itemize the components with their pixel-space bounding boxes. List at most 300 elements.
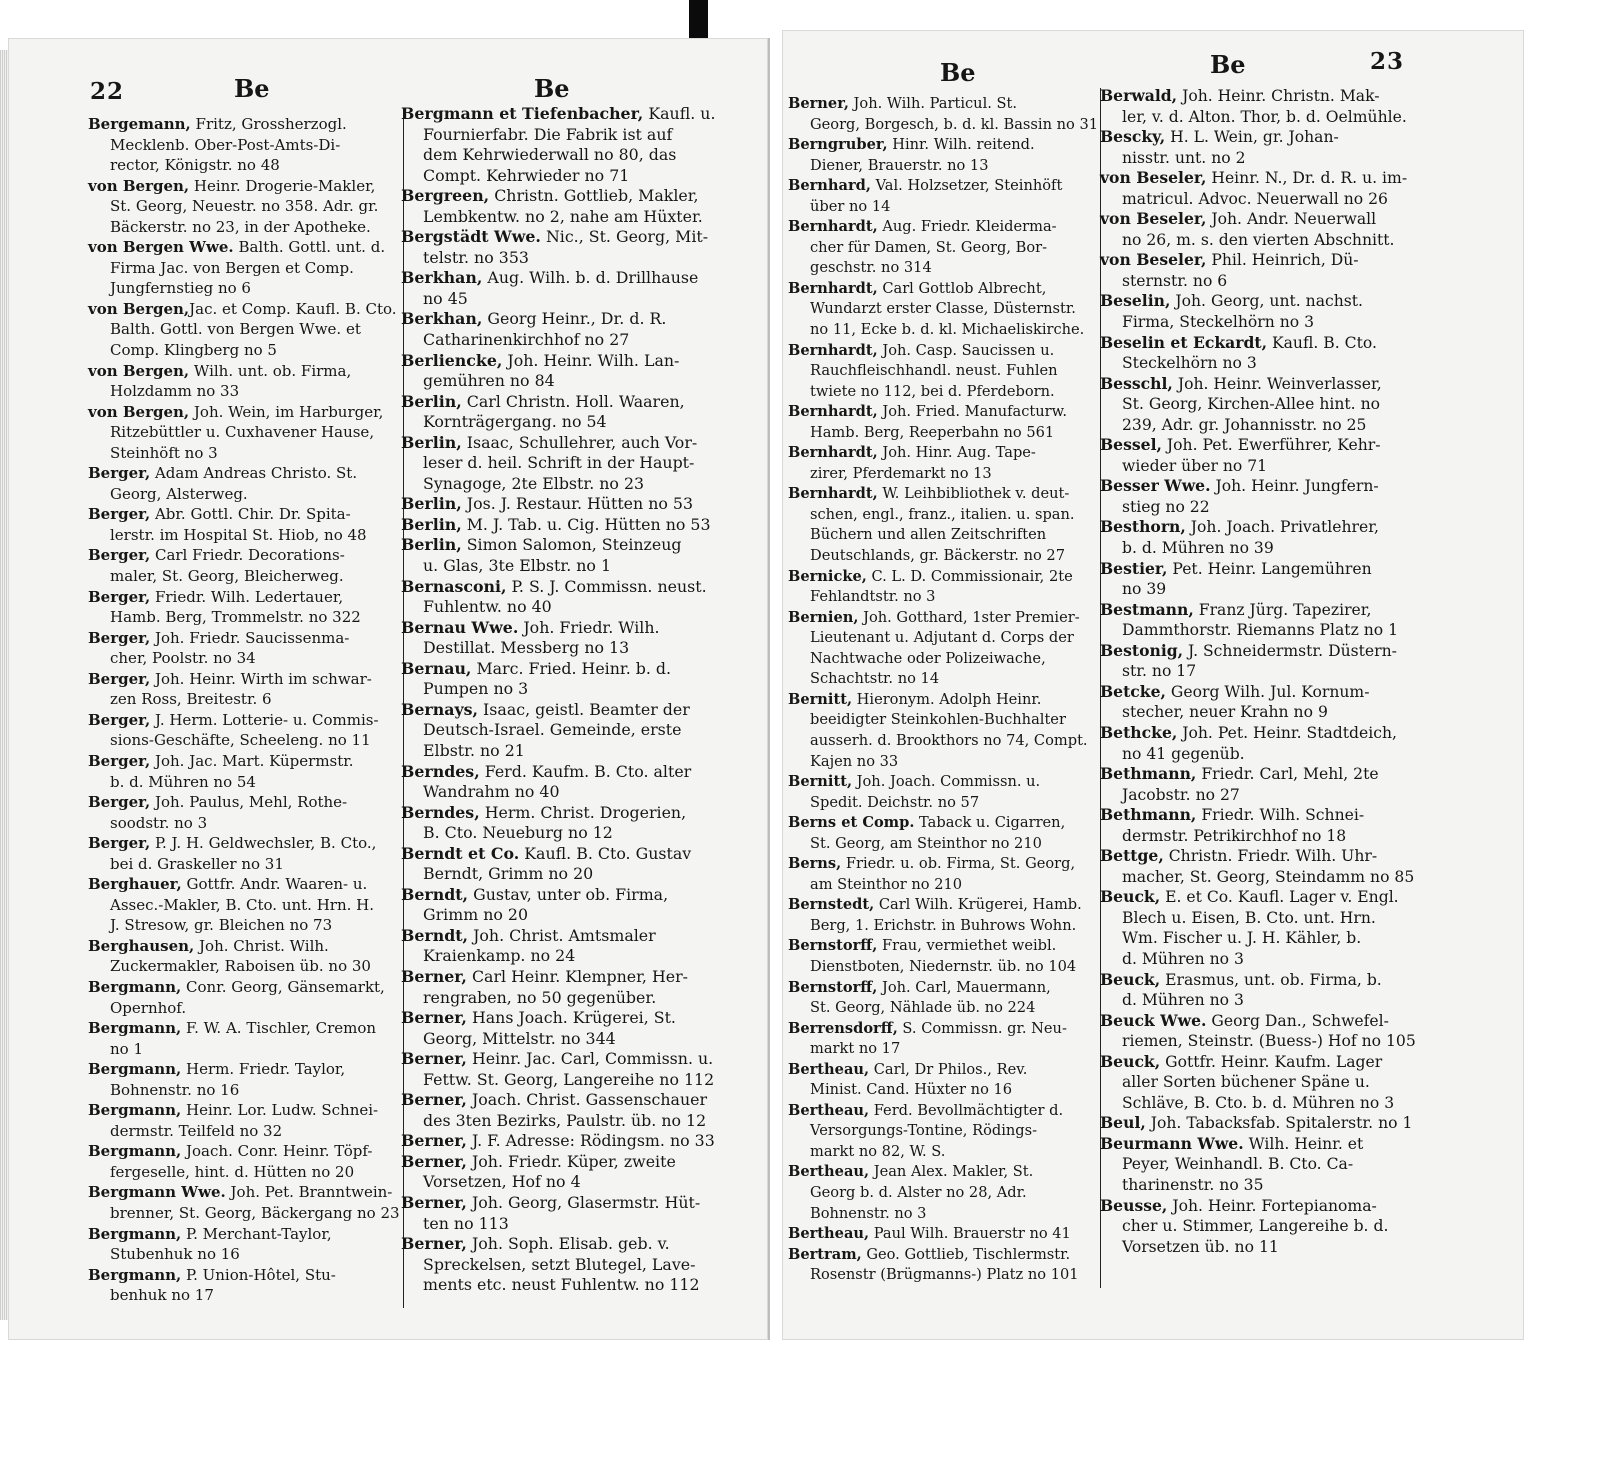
entry-text: Joach. Conr. Heinr. Töpf- (181, 1142, 373, 1161)
entry-text: Simon Salomon, Steinzeug (461, 535, 682, 555)
entry-continuation-line (788, 238, 1098, 259)
entry-continuation-line (88, 772, 400, 793)
entry-text: b. d. Mühren no 39 (1122, 539, 1274, 558)
entry-continuation-line (788, 875, 1098, 896)
entry-text: Joh. Pet. Branntwein- (225, 1183, 393, 1202)
entry-line (401, 1090, 716, 1111)
entry-text: St. Georg, Neuestr. no 358. Adr. gr. (110, 197, 379, 216)
entry-continuation-line (401, 145, 716, 166)
entry-continuation-line (1100, 579, 1416, 600)
entry-text: J. Schneidermstr. Düstern- (1183, 641, 1397, 660)
entry-text: brenner, St. Georg, Bäckergang no 23 (110, 1203, 400, 1222)
entry-continuation-line (788, 710, 1098, 731)
entry-line (401, 309, 716, 330)
entry-continuation-line (788, 115, 1098, 136)
entry-text: Joh. Pet. Heinr. Stadtdeich, (1177, 723, 1397, 742)
entry-text: Jungfernstieg no 6 (110, 279, 251, 298)
entry-continuation-line (1100, 394, 1416, 415)
entry-continuation-line (88, 196, 400, 217)
entry-continuation-line (788, 1183, 1098, 1204)
entry-line (1100, 374, 1416, 395)
entry-name: Berner, (401, 1234, 467, 1254)
entry-text: Pumpen no 3 (423, 679, 529, 699)
entry-text: Wundarzt erster Classe, Düsternstr. (810, 300, 1076, 318)
entry-name: Berger, (88, 751, 151, 770)
entry-text: beeidigter Steinkohlen-Buchhalter (810, 711, 1066, 729)
entry-line (88, 874, 400, 895)
entry-continuation-line (788, 525, 1098, 546)
entry-line (88, 628, 400, 649)
entry-text: macher, St. Georg, Steindamm no 85 (1122, 867, 1415, 886)
entry-text: Lembkentw. no 2, nahe am Hüxter. (423, 206, 703, 226)
entry-line (88, 361, 400, 382)
entry-text: u. Glas, 3te Elbstr. no 1 (423, 556, 611, 576)
entry-continuation-line (1100, 148, 1416, 169)
entry-text: F. W. A. Tischler, Cremon (181, 1019, 377, 1038)
entry-name: Berner, (401, 1131, 467, 1151)
entry-continuation-line (788, 669, 1098, 690)
entry-line (401, 1152, 716, 1173)
entry-name: Besthorn, (1100, 517, 1186, 537)
entry-continuation-line (1100, 230, 1416, 251)
entry-line (88, 1059, 400, 1080)
column-header: Be (940, 58, 976, 87)
entry-text: Carl Friedr. Decorations- (150, 546, 345, 565)
entry-continuation-line (788, 320, 1098, 341)
entry-text: Lieutenant u. Adjutant d. Corps der (810, 629, 1074, 647)
entry-line (401, 1234, 716, 1255)
entry-name: Bestonig, (1100, 640, 1184, 660)
entry-line (788, 1019, 1098, 1040)
entry-name: Berger, (88, 793, 151, 812)
entry-text: Joh. Friedr. Küper, zweite (466, 1151, 676, 1171)
entry-line (1100, 1011, 1416, 1032)
entry-name: Berger, (88, 669, 151, 688)
entry-text: Franz Jürg. Tapezirer, (1193, 600, 1372, 619)
entry-text: Joh. Joach. Commissn. u. (852, 773, 1041, 791)
entry-text: Frau, vermiethet weibl. (877, 937, 1057, 955)
entry-continuation-line (788, 1080, 1098, 1101)
entry-text: Friedr. Wilh. Schnei- (1196, 806, 1365, 825)
entry-continuation-line (401, 371, 716, 392)
entry-text: Friedr. Carl, Mehl, 2te (1196, 765, 1379, 784)
entry-text: no 11, Ecke b. d. kl. Michaeliskirche. (810, 321, 1085, 339)
entry-line (788, 217, 1098, 238)
entry-continuation-line (88, 854, 400, 875)
entry-name: Berndes, (401, 802, 480, 822)
entry-name: Bernstorff, (788, 978, 878, 996)
page-edges (0, 50, 8, 1320)
entry-continuation-line (88, 340, 400, 361)
entry-text: ten no 113 (423, 1213, 509, 1233)
entry-text: cher u. Stimmer, Langereihe b. d. (1122, 1217, 1389, 1236)
entry-text: Comp. Klingberg no 5 (110, 341, 277, 360)
entry-line (1100, 723, 1416, 744)
entry-line (88, 936, 400, 957)
left-page (8, 38, 770, 1340)
entry-continuation-line (401, 946, 716, 967)
entry-text: Berg, 1. Erichstr. in Buhrows Wohn. (810, 916, 1077, 934)
entry-name: Berlin, (401, 391, 462, 411)
entry-name: von Beseler, (1100, 250, 1207, 270)
entry-line (788, 854, 1098, 875)
entry-text: Spreckelsen, setzt Blutegel, Lave- (423, 1254, 696, 1274)
entry-continuation-line (788, 546, 1098, 567)
entry-name: Betcke, (1100, 681, 1166, 701)
entry-line (788, 1162, 1098, 1183)
entry-name: Bernitt, (788, 690, 853, 708)
entry-line (788, 94, 1098, 115)
entry-text: Joh. Hinr. Aug. Tape- (877, 444, 1036, 462)
column-header: Be (1210, 50, 1246, 79)
entry-name: Bernhardt, (788, 218, 878, 236)
entry-line (1100, 600, 1416, 621)
entry-text: B. Cto. Neueburg no 12 (423, 823, 613, 843)
entry-continuation-line (1100, 1175, 1416, 1196)
entry-continuation-line (88, 525, 400, 546)
entry-continuation-line (788, 752, 1098, 773)
entry-line (1100, 435, 1416, 456)
entry-continuation-line (401, 823, 716, 844)
entry-text: b. d. Mühren no 54 (110, 772, 256, 791)
entry-continuation-line (88, 1121, 400, 1142)
entry-name: Berwald, (1100, 86, 1178, 105)
entry-text: Fehlandtstr. no 3 (810, 588, 936, 606)
entry-name: Berghausen, (88, 936, 195, 955)
entry-continuation-line (1100, 497, 1416, 518)
entry-text: Zuckermakler, Raboisen üb. no 30 (110, 957, 371, 976)
entry-name: Bergmann Wwe. (88, 1183, 226, 1202)
entry-text: gemühren no 84 (423, 371, 555, 391)
entry-line (401, 885, 716, 906)
entry-continuation-line (788, 998, 1098, 1019)
entry-name: Bernhardt, (788, 485, 878, 503)
entry-continuation-line (88, 1203, 400, 1224)
entry-text: Joh. Georg, unt. nachst. (1170, 292, 1364, 311)
entry-text: Joh. Pet. Ewerführer, Kehr- (1161, 436, 1381, 455)
entry-text: bei d. Graskeller no 31 (110, 854, 284, 873)
entry-continuation-line (788, 361, 1098, 382)
entry-name: Bestier, (1100, 558, 1168, 578)
entry-text: Joh. Wilh. Particul. St. (848, 95, 1018, 112)
entry-name: Berndt, (401, 925, 469, 945)
entry-continuation-line (401, 330, 716, 351)
entry-line (88, 114, 400, 135)
entry-text: Joh. Paulus, Mehl, Rothe- (150, 793, 348, 812)
page-number: 23 (1370, 48, 1405, 75)
entry-text: Joh. Georg, Glasermstr. Hüt- (466, 1192, 701, 1212)
entry-text: Carl, Dr Philos., Rev. (869, 1060, 1028, 1078)
entry-text: Joh. Heinr. Christn. Mak- (1177, 87, 1380, 105)
entry-text: Gustav, unter ob. Firma, (468, 884, 669, 904)
entry-text: Paul Wilh. Brauerstr no 41 (869, 1225, 1071, 1243)
entry-continuation-line (1100, 456, 1416, 477)
entry-continuation-line (88, 484, 400, 505)
entry-line (88, 237, 400, 258)
entry-name: Bernays, (401, 699, 479, 719)
entry-continuation-line (788, 423, 1098, 444)
entry-text: leser d. heil. Schrift in der Haupt- (423, 453, 695, 473)
entry-line (1100, 641, 1416, 662)
entry-text: Firma, Steckelhörn no 3 (1122, 313, 1315, 332)
entry-name: Berger, (88, 628, 151, 647)
entry-line (788, 936, 1098, 957)
entry-text: Rauchfleischhandl. neust. Fuhlen (810, 362, 1058, 380)
entry-text: no 45 (423, 288, 468, 308)
entry-text: Georg, Mittelstr. no 344 (423, 1028, 616, 1048)
entry-text: Fuhlentw. no 40 (423, 597, 552, 617)
entry-text: benhuk no 17 (110, 1286, 214, 1305)
entry-line (788, 402, 1098, 423)
entry-text: Jacobstr. no 27 (1122, 785, 1240, 804)
entry-text: Joh. Joach. Privatlehrer, (1185, 518, 1379, 537)
entry-text: str. no 17 (1122, 662, 1197, 681)
entry-text: Carl Heinr. Klempner, Her- (466, 966, 688, 986)
entry-text: Carl Christn. Holl. Waaren, (461, 391, 685, 411)
entry-line (401, 659, 716, 680)
entry-text: Blech u. Eisen, B. Cto. unt. Hrn. (1122, 908, 1376, 927)
entry-line (88, 1265, 400, 1286)
entry-name: von Bergen Wwe. (88, 238, 234, 257)
entry-text: Joh. Tabacksfab. Spitalerstr. no 1 (1145, 1114, 1413, 1133)
entry-text: über no 14 (810, 197, 891, 215)
entry-text: Vorsetzen, Hof no 4 (423, 1172, 581, 1192)
entry-text: Compt. Kehrwieder no 71 (423, 165, 630, 185)
entry-text: Aug. Wilh. b. d. Drillhause (482, 268, 699, 288)
entry-text: markt no 17 (810, 1040, 901, 1058)
entry-text: sions-Geschäfte, Scheeleng. no 11 (110, 731, 371, 750)
entry-continuation-line (88, 381, 400, 402)
entry-continuation-line (1100, 949, 1416, 970)
directory-column (788, 94, 1098, 1286)
entry-text: Joh. Casp. Saucissen u. (877, 341, 1055, 359)
entry-line (88, 669, 400, 690)
entry-continuation-line (401, 1029, 716, 1050)
entry-continuation-line (1100, 661, 1416, 682)
entry-continuation-line (1100, 908, 1416, 929)
entry-continuation-line (1100, 1031, 1416, 1052)
entry-name: Bethmann, (1100, 764, 1197, 784)
entry-text: Friedr. Wilh. Ledertauer, (150, 587, 344, 606)
entry-text: J. Herm. Lotterie- u. Commis- (150, 710, 379, 729)
entry-name: Berner, (788, 95, 849, 112)
entry-text: E. et Co. Kaufl. Lager v. Engl. (1160, 888, 1399, 907)
entry-continuation-line (1100, 620, 1416, 641)
entry-text: lerstr. im Hospital St. Hiob, no 48 (110, 525, 367, 544)
entry-text: Vorsetzen üb. no 11 (1122, 1237, 1279, 1256)
entry-text: Kaufl. u. (643, 104, 716, 123)
entry-name: Bergmann, (88, 1265, 182, 1284)
entry-text: aller Sorten büchener Späne u. (1122, 1073, 1370, 1092)
entry-line (1100, 209, 1416, 230)
entry-line (401, 1193, 716, 1214)
entry-text: Heinr. Jac. Carl, Commissn. u. (466, 1049, 714, 1069)
entry-text: Phil. Heinrich, Dü- (1206, 251, 1359, 270)
entry-continuation-line (88, 135, 400, 156)
entry-name: Berner, (401, 966, 467, 986)
entry-text: schen, engl., franz., italien. u. span. (810, 505, 1075, 523)
entry-continuation-line (1100, 107, 1416, 128)
entry-line (401, 268, 716, 289)
entry-continuation-line (401, 741, 716, 762)
right-page (782, 30, 1524, 1340)
entry-text: Wandrahm no 40 (423, 782, 560, 802)
entry-text: rengraben, no 50 gegenüber. (423, 987, 657, 1007)
directory-column (401, 104, 716, 1296)
entry-name: Beurmann Wwe. (1100, 1133, 1244, 1153)
entry-text: sternstr. no 6 (1122, 271, 1228, 290)
entry-continuation-line (788, 628, 1098, 649)
entry-text: no 41 gegenüb. (1122, 744, 1245, 763)
entry-name: Bethcke, (1100, 722, 1178, 742)
entry-text: Gottfr. Heinr. Kaufm. Lager (1160, 1052, 1383, 1071)
entry-text: Kajen no 33 (810, 752, 899, 770)
entry-name: Berger, (88, 464, 151, 483)
entry-line (788, 176, 1098, 197)
entry-continuation-line (1100, 826, 1416, 847)
entry-text: H. L. Wein, gr. Johan- (1165, 128, 1339, 147)
entry-name: Bergmann, (88, 1224, 182, 1243)
entry-name: Bernhard, (788, 177, 871, 195)
entry-continuation-line (788, 156, 1098, 177)
entry-name: Bestmann, (1100, 599, 1194, 619)
entry-continuation-line (401, 289, 716, 310)
entry-name: Berngruber, (788, 136, 888, 154)
entry-name: Bertheau, (788, 1101, 870, 1119)
entry-text: Ritzebüttler u. Cuxhavener Hause, (110, 423, 375, 442)
entry-line (401, 803, 716, 824)
entry-text: C. L. D. Commissionair, 2te (866, 567, 1073, 585)
entry-text: Fritz, Grossherzogl. (190, 115, 347, 133)
entry-name: Bergreen, (401, 186, 490, 206)
entry-text: cher für Damen, St. Georg, Bor- (810, 238, 1048, 256)
entry-text: Destillat. Messberg no 13 (423, 638, 630, 658)
entry-text: twiete no 112, bei d. Pferdeborn. (810, 382, 1055, 400)
entry-name: Bernhardt, (788, 341, 878, 359)
entry-continuation-line (88, 217, 400, 238)
entry-name: Berger, (88, 505, 151, 524)
entry-text: Mecklenb. Ober-Post-Amts-Di- (110, 135, 341, 154)
entry-text: no 26, m. s. den vierten Abschnitt. (1122, 230, 1395, 249)
entry-name: Bernasconi, (401, 576, 507, 596)
entry-continuation-line (1100, 538, 1416, 559)
entry-line (88, 710, 400, 731)
entry-text: Wm. Fischer u. J. H. Kähler, b. (1122, 929, 1362, 948)
entry-name: Bernhardt, (788, 444, 878, 462)
entry-continuation-line (401, 207, 716, 228)
entry-text: Wilh. unt. ob. Firma, (189, 361, 352, 380)
entry-continuation-line (401, 556, 716, 577)
entry-name: Bergmann, (88, 1019, 182, 1038)
entry-text: St. Georg, Nählade üb. no 224 (810, 999, 1036, 1017)
entry-name: von Beseler, (1100, 209, 1207, 229)
entry-text: Carl Gottlob Albrecht, (877, 279, 1047, 297)
entry-text: des 3ten Bezirks, Paulstr. üb. no 12 (423, 1110, 707, 1130)
entry-line (788, 690, 1098, 711)
entry-continuation-line (788, 197, 1098, 218)
entry-name: Berlin, (401, 494, 462, 514)
entry-continuation-line (401, 1275, 716, 1296)
entry-continuation-line (88, 895, 400, 916)
entry-line (1100, 250, 1416, 271)
entry-continuation-line (88, 813, 400, 834)
entry-line (1100, 1052, 1416, 1073)
entry-line (788, 567, 1098, 588)
entry-text: Deutsch-Israel. Gemeinde, erste (423, 720, 682, 740)
entry-text: Christn. Friedr. Wilh. Uhr- (1163, 847, 1378, 866)
entry-text: Fettw. St. Georg, Langereihe no 112 (423, 1069, 715, 1089)
entry-line (1100, 168, 1416, 189)
entry-continuation-line (788, 1039, 1098, 1060)
entry-continuation-line (401, 720, 716, 741)
entry-text: Abr. Gottl. Chir. Dr. Spita- (150, 505, 351, 524)
entry-line (401, 762, 716, 783)
entry-line (1100, 970, 1416, 991)
entry-text: J. F. Adresse: Rödingsm. no 33 (466, 1131, 715, 1151)
entry-text: Joh. Friedr. Saucissenma- (150, 628, 350, 647)
entry-continuation-line (1100, 312, 1416, 333)
entry-name: Bernitt, (788, 773, 853, 791)
entry-continuation-line (1100, 928, 1416, 949)
entry-text: Joh. Heinr. Weinverlasser, (1172, 374, 1382, 393)
entry-name: von Bergen, (88, 402, 190, 421)
entry-text: Assec.-Makler, B. Cto. unt. Hrn. H. (110, 895, 375, 914)
entry-name: Beuck, (1100, 1051, 1161, 1071)
entry-text: Nachtwache oder Polizeiwache, (810, 649, 1046, 667)
entry-line (401, 618, 716, 639)
entry-text: Opernhof. (110, 998, 187, 1017)
entry-line (788, 1224, 1098, 1245)
entry-line (788, 1060, 1098, 1081)
entry-text: Val. Holzsetzer, Steinhöft (870, 177, 1063, 195)
entry-text: Joh. Christ. Wilh. (194, 936, 329, 955)
entry-text: Bohnenstr. no 3 (810, 1204, 927, 1222)
entry-continuation-line (1100, 990, 1416, 1011)
entry-name: Berliencke, (401, 350, 503, 370)
entry-continuation-line (88, 422, 400, 443)
entry-continuation-line (401, 248, 716, 269)
entry-line (401, 494, 716, 515)
entry-text: telstr. no 353 (423, 247, 529, 267)
entry-text: Joh. Soph. Elisab. geb. v. (466, 1234, 670, 1254)
entry-text: Bäckerstr. no 23, in der Apotheke. (110, 217, 371, 236)
entry-continuation-line (88, 1285, 400, 1306)
entry-continuation-line (88, 915, 400, 936)
entry-name: Bergmann, (88, 977, 182, 996)
entry-text: Dienstboten, Niedernstr. üb. no 104 (810, 957, 1077, 975)
entry-line (1100, 682, 1416, 703)
entry-text: ler, v. d. Alton. Thor, b. d. Oelmühle. (1122, 107, 1407, 126)
entry-name: Bernhardt, (788, 403, 878, 421)
entry-continuation-line (1100, 1154, 1416, 1175)
entry-text: P. Merchant-Taylor, (181, 1224, 332, 1243)
entry-continuation-line (88, 956, 400, 977)
entry-line (1100, 887, 1416, 908)
entry-text: Georg, Borgesch, b. d. kl. Bassin no 31 (810, 115, 1099, 133)
entry-name: Besser Wwe. (1100, 476, 1211, 496)
entry-text: Conr. Georg, Gänsemarkt, (181, 977, 385, 996)
entry-line (401, 392, 716, 413)
entry-text: zen Ross, Breitestr. 6 (110, 690, 272, 709)
entry-name: Bertheau, (788, 1060, 870, 1078)
entry-text: St. Georg, Kirchen-Allee hint. no (1122, 395, 1381, 414)
entry-line (401, 844, 716, 865)
entry-name: Berndt, (401, 884, 469, 904)
entry-text: dermstr. Teilfeld no 32 (110, 1121, 283, 1140)
entry-continuation-line (1100, 1216, 1416, 1237)
entry-line (401, 186, 716, 207)
entry-continuation-line (401, 474, 716, 495)
